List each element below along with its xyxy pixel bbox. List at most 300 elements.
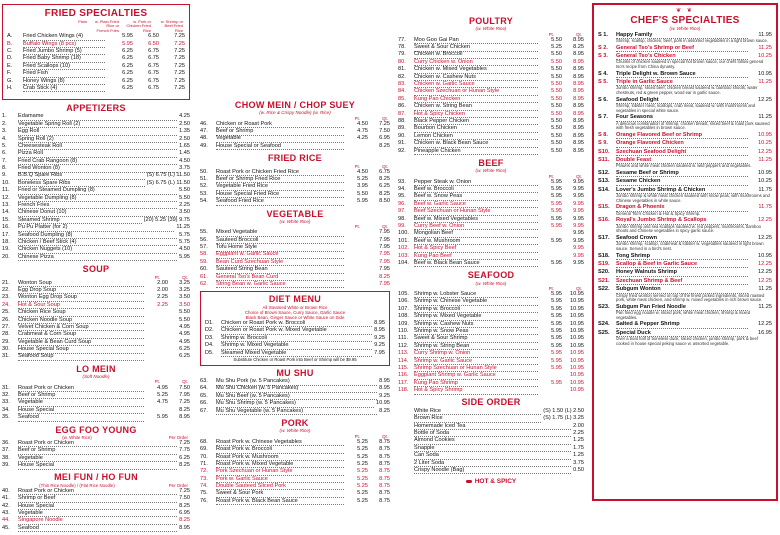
item-number: 17.: [2, 231, 10, 238]
beef-section: [398, 158, 584, 267]
item-price: 5.95: [551, 379, 562, 386]
item-name: Fried Wonton (8): [18, 165, 177, 172]
item-number: 44.: [2, 517, 10, 524]
item-number: 109.: [398, 320, 409, 327]
item-number: 47.: [200, 128, 208, 135]
menu-item: [200, 274, 390, 281]
item-price: 3.50: [179, 301, 190, 308]
item-number: B.: [7, 40, 13, 47]
menu-item: [2, 399, 190, 406]
item-name: 2 Liter Soda: [414, 460, 571, 467]
item-description: Over a boat half of boneless duck, sliced chicken, jumbo shrimp, pork & beef cooked in house special peking sauce w. assorted vegetable.: [616, 336, 758, 346]
item-price: 7.25: [174, 77, 185, 84]
item-price: 7.50: [379, 128, 390, 135]
item-number: 10.: [2, 179, 10, 186]
menu-item: [2, 254, 190, 261]
menu-item: [2, 495, 190, 502]
menu-item: [398, 125, 584, 132]
diet-desc: Choice of Brown Sauce, Curry Sauce, Garlic Sauce: [244, 309, 346, 315]
item-price: 4.25: [179, 113, 190, 120]
item-number: S 6.: [598, 96, 608, 103]
item-name: Kung Pao Beef: [414, 253, 538, 260]
menu-item: [2, 246, 190, 253]
menu-item: [598, 253, 772, 260]
menu-item: [2, 224, 190, 231]
item-name: Chicken Noodle Soup: [18, 317, 144, 324]
chef-item: [598, 79, 772, 96]
item-number: 89.: [398, 125, 406, 132]
item-number: 106.: [398, 298, 409, 305]
chef-item: [598, 204, 772, 216]
item-name: Chicken or Roast Pork w. Broccoli: [221, 320, 372, 327]
item-price: 5.50: [551, 66, 562, 73]
item-description: Jumbo shrimp and sea scallops sauteed w. red peppers, mushrooms, bamboo shoots and Chinese vegetables in spicy garlic sauce.: [616, 223, 762, 234]
item-price: 4.50: [179, 157, 190, 164]
item-number: S18.: [598, 252, 610, 259]
item-name: Chicken Rice Soup: [18, 309, 144, 316]
item-price: 8.75: [379, 490, 390, 497]
chef-item: [598, 71, 772, 78]
item-name: Vegetable: [18, 510, 177, 517]
item-number: S 2.: [598, 44, 608, 51]
item-name: Shrimp w. Lobster Sauce: [414, 291, 538, 298]
item-list: [200, 439, 390, 506]
item-name: Vegetable: [18, 455, 177, 462]
item-price: 8.25: [573, 44, 584, 51]
item-price: 7.95: [179, 391, 190, 398]
item-price: 7.95: [379, 244, 390, 251]
seafood-section: [398, 270, 584, 394]
item-price: 10.95: [570, 327, 584, 334]
item-price: 10.25: [758, 140, 772, 147]
item-price: 5.50: [551, 117, 562, 124]
item-name: Snapple: [414, 445, 571, 452]
item-price: 1.25: [573, 437, 584, 444]
menu-item: [2, 143, 190, 150]
menu-item: [205, 350, 385, 357]
menu-item: [398, 201, 584, 208]
item-number: 82.: [398, 73, 406, 80]
item-name: Singapore Noodle: [18, 517, 177, 524]
item-name: Beef w. Mushroom: [414, 238, 538, 245]
item-price: 9.25: [374, 334, 385, 341]
item-number: 74.: [200, 483, 208, 490]
item-name: Tong Shrimp: [616, 253, 748, 260]
menu-item: [200, 446, 390, 453]
item-description: Shrimp, lobster meat, scallops, crab meat, sauteed w. with mushrooms and vegetables in special white sauce.: [616, 103, 756, 113]
item-name: Triple in Garlic Sauce: [616, 79, 748, 86]
item-name: House Special: [18, 407, 144, 414]
header: Pt.: [354, 224, 360, 230]
item-name: Shrimp w. Snow Peas: [414, 328, 538, 335]
item-number: 80.: [398, 58, 406, 65]
menu-item: [398, 230, 584, 237]
section-subtitle: (w. White Rice): [279, 428, 311, 434]
item-price: 4.50: [357, 120, 368, 127]
item-number: 46.: [200, 120, 208, 127]
item-price: 5.25: [357, 497, 368, 504]
section-title: FRIED RICE: [267, 153, 322, 164]
menu-item: [598, 45, 772, 52]
item-price: 9.95: [573, 252, 584, 259]
menu-item: [2, 488, 190, 495]
item-price: 8.95: [573, 81, 584, 88]
item-name: Subgum Pan Fried Noodle: [616, 304, 748, 311]
item-price: 5.50: [551, 58, 562, 65]
item-number: S 8.: [598, 131, 608, 138]
section-title: PORK: [281, 418, 309, 429]
item-name: Sauteed Broccoli: [216, 237, 344, 244]
section-title: FRIED SPECIALTIES: [44, 8, 148, 19]
item-number: 100.: [398, 230, 409, 237]
item-number: 108.: [398, 313, 409, 320]
item-price: 5.50: [179, 187, 190, 194]
item-number: 48.: [200, 135, 208, 142]
item-price: 10.95: [570, 357, 584, 364]
item-name: Chicken Nuggets (10): [18, 246, 177, 253]
header: Pt.: [154, 274, 160, 280]
item-number: E.: [7, 62, 13, 69]
item-price: 10.25: [758, 178, 772, 185]
menu-item: [2, 462, 190, 469]
menu-item: [398, 66, 584, 73]
item-price: 11.75: [758, 186, 772, 193]
item-number: 60.: [200, 266, 208, 273]
menu-item: [398, 193, 584, 200]
item-name: Shrimp or Beef: [18, 495, 177, 502]
section-title: APPETIZERS: [66, 103, 126, 113]
menu-item: [398, 216, 584, 223]
item-number: 36.: [2, 439, 10, 446]
item-name: Chicken or Roast Pork w. Mixed Vegetable: [221, 327, 372, 334]
menu-item: [398, 350, 584, 357]
item-name: Beef or Shrimp: [18, 447, 177, 454]
item-price: 8.75: [379, 460, 390, 467]
item-price: 10.95: [570, 372, 584, 379]
item-price: 7.25: [174, 62, 185, 69]
item-name: Crispy Noodle (Bag): [414, 467, 571, 474]
item-name: Can Soda: [414, 452, 571, 459]
item-number: 20.: [2, 253, 10, 260]
item-number: 58.: [200, 251, 208, 258]
item-price: 5.50: [551, 36, 562, 43]
item-number: 88.: [398, 117, 406, 124]
item-number: 15.: [2, 216, 10, 223]
item-number: 52.: [200, 183, 208, 190]
menu-item: [398, 223, 584, 230]
item-price: 7.25: [379, 120, 390, 127]
item-price: 6.25: [122, 85, 133, 92]
item-list: [205, 320, 385, 357]
item-name: Hot & Spicy Shrimp: [414, 387, 538, 394]
item-name: Fried Crab Rangoon (8): [18, 158, 177, 165]
item-price: 12.25: [758, 235, 772, 242]
menu-item: [398, 335, 584, 342]
item-price: (20) 5.25 (39) 9.75: [143, 216, 190, 223]
item-name: Egg Drop Soup: [18, 287, 144, 294]
item-number: 95.: [398, 193, 406, 200]
chef-item: [598, 178, 772, 185]
menu-item: [2, 317, 190, 324]
item-name: Roast Pork w. Chinese Vegetables: [216, 439, 344, 446]
item-price: 11.25: [176, 224, 190, 231]
item-price: 5.25: [157, 391, 168, 398]
item-number: 51.: [200, 176, 208, 183]
menu-item: [398, 148, 584, 155]
menu-item: [2, 517, 190, 524]
item-name: Homemade Iced Tea: [414, 423, 571, 430]
item-price: 7.25: [174, 70, 185, 77]
item-price: 5.25: [551, 44, 562, 51]
item-list: [2, 440, 190, 470]
item-price: 12.25: [758, 96, 772, 103]
item-number: 31.: [2, 384, 10, 391]
menu-item: [200, 439, 390, 446]
item-number: 30.: [2, 346, 10, 353]
chef-item: [598, 53, 772, 70]
item-number: S12.: [598, 170, 610, 177]
item-price: 7.25: [174, 33, 185, 40]
item-price: 5.50: [551, 147, 562, 154]
item-name: Sweet & Sour Chicken: [414, 44, 538, 51]
item-number: S24.: [598, 321, 610, 328]
item-name: Shrimp w. Broccoli: [221, 335, 372, 342]
item-price: 8.95: [374, 319, 385, 326]
egg-foo-young-section: [2, 425, 190, 470]
fried-specialties-section: [2, 4, 190, 100]
item-price: 8.95: [573, 125, 584, 132]
item-name: Curry Beef w. Onion: [414, 223, 538, 230]
item-price: 4.95: [179, 338, 190, 345]
item-number: 57.: [200, 244, 208, 251]
item-name: Scallop & Beef in Garlic Sauce: [616, 261, 748, 268]
section-title: CHOW MEIN / CHOP SUEY: [234, 100, 356, 110]
menu-item: [200, 183, 390, 190]
menu-item: [200, 454, 390, 461]
item-price: 2.50: [179, 120, 190, 127]
header: w. Pork or Chicken Fried Rice: [126, 18, 151, 33]
item-price: 10.95: [570, 364, 584, 371]
menu-item: [398, 179, 584, 186]
menu-item: [205, 327, 385, 334]
item-price: 8.25: [379, 407, 390, 414]
item-price: 5.95: [551, 357, 562, 364]
item-description: Chunks of chicken sauteed in special hot brown sauce, our chefs follow general tso's recipe from China dynasty.: [616, 59, 764, 70]
item-price: 8.95: [573, 88, 584, 95]
item-number: 81.: [398, 66, 406, 73]
item-price: 4.95: [179, 331, 190, 338]
item-name: Roast Pork or Chicken: [18, 488, 177, 495]
item-name: Roast Pork w. Mixed Vegetable: [216, 461, 344, 468]
item-price: 6.25: [122, 77, 133, 84]
item-price: 5.25: [357, 460, 368, 467]
price-headers: [7, 20, 185, 34]
column-2: [200, 0, 390, 508]
item-description: Prawns and white meat chicken sauteed w. wild peppers and vegetables.: [616, 163, 752, 169]
menu-item: [598, 140, 772, 147]
item-price: 5.95: [551, 200, 562, 207]
item-price: 7.50: [179, 384, 190, 391]
item-name: Roast Pork w. Black Bean Sauce: [216, 498, 344, 505]
item-number: G.: [7, 77, 13, 84]
item-number: S14.: [598, 186, 610, 193]
section-subtitle: (w. White Rice): [279, 218, 311, 224]
menu-item: [200, 191, 390, 198]
menu-item: [398, 88, 584, 95]
item-price: 10.95: [570, 342, 584, 349]
item-price: 5.95: [551, 313, 562, 320]
item-number: 35.: [2, 414, 10, 421]
item-number: S 1.: [598, 31, 608, 38]
item-name: Subgum Wonton: [616, 286, 748, 293]
item-number: 6.: [2, 150, 7, 157]
item-number: D3.: [205, 334, 214, 341]
item-description: Crispy fried wonton served on top of the finest picked ingredients, sliced roasted pork, white meat chicken, and shrimp w. mixed vegetables in rich brown sauce.: [616, 292, 765, 303]
item-name: Hot & Spicy Beef: [414, 245, 538, 252]
item-price: 1.45: [179, 150, 190, 157]
menu-item: [200, 229, 390, 236]
item-name: Roast Pork or Chicken: [18, 440, 177, 447]
item-price: 5.50: [551, 95, 562, 102]
item-name: Szechuan Seafood Delight: [616, 149, 748, 156]
item-description: Jumbo shrimp, sliced beef, chicken breast sauteed w. bamboo shoots, water chestnuts, red & green pepper, wood ear in garlic sauce.: [616, 85, 758, 96]
menu-item: [598, 321, 772, 328]
menu-item: [398, 358, 584, 365]
menu-item: [398, 238, 584, 245]
item-price: 3.25: [179, 279, 190, 286]
item-price: 10.95: [570, 305, 584, 312]
item-number: 114.: [398, 357, 409, 364]
item-price: 8.95: [573, 103, 584, 110]
menu-item: [205, 320, 385, 327]
item-name: Beef w. Snow Peas: [414, 193, 538, 200]
item-number: 66.: [200, 400, 208, 407]
menu-item: [2, 209, 190, 216]
menu-item: [598, 170, 772, 177]
item-number: 62.: [200, 281, 208, 288]
menu-item: [398, 140, 584, 147]
item-price: 10.95: [758, 131, 772, 138]
item-price: 6.75: [148, 48, 159, 55]
item-price: 6.25: [122, 48, 133, 55]
item-price: 5.50: [551, 88, 562, 95]
section-subtitle: (w. Rice & Crispy Noodle) (w. Rice): [259, 110, 331, 116]
item-name: Mu Shu Beef (w. 5 Pancakes): [216, 393, 377, 400]
item-number: 26.: [2, 316, 10, 323]
menu-item: [2, 353, 190, 360]
item-price: 5.50: [551, 140, 562, 147]
item-price: 5.50: [179, 316, 190, 323]
item-name: Velvet Chicken & Corn Soup: [18, 324, 144, 331]
item-number: 97.: [398, 208, 406, 215]
header: w. Shrimp or Beef Fried Rice: [160, 18, 183, 33]
item-list: [398, 179, 584, 268]
section-subtitle: (Thin Rice Noodle) / (Flat Rice Noodle): [39, 482, 115, 488]
item-price: 2.25: [573, 429, 584, 436]
chef-item: [598, 187, 772, 204]
menu-item: [2, 503, 190, 510]
item-number: 78.: [398, 44, 406, 51]
menu-item: [398, 291, 584, 298]
item-price: 5.95: [357, 198, 368, 205]
item-number: 72.: [200, 468, 208, 475]
menu-item: [2, 407, 190, 414]
menu-item: [398, 467, 584, 474]
item-name: Buffalo Wings (8 pcs): [23, 41, 105, 48]
menu-item: [7, 41, 185, 48]
item-name: Crab Stick (4): [23, 85, 105, 92]
chef-item: [598, 253, 772, 260]
item-number: 68.: [200, 438, 208, 445]
item-price: 12.25: [758, 269, 772, 276]
item-price: 9.95: [573, 215, 584, 222]
section-title: VEGETABLE: [266, 208, 324, 219]
item-name: Vegetable Dumpling (8): [18, 195, 177, 202]
item-name: Pizza Roll: [18, 150, 177, 157]
item-price: 8.95: [573, 140, 584, 147]
item-price: 5.95: [551, 335, 562, 342]
item-price: 7.95: [379, 236, 390, 243]
item-price: 3.50: [179, 294, 190, 301]
spicy-legend: [398, 478, 584, 485]
item-name: Sesame Beef or Shrimp: [616, 170, 748, 177]
item-name: Seafood: [18, 414, 144, 421]
menu-item: [205, 335, 385, 342]
item-name: Chicken w. Mixed Vegetables: [414, 66, 538, 73]
item-price: 7.95: [379, 266, 390, 273]
item-number: 98.: [398, 215, 406, 222]
item-price: 11.75: [758, 204, 772, 211]
item-number: 45.: [2, 524, 10, 531]
item-price: 9.95: [573, 200, 584, 207]
section-title: DIET MENU: [268, 294, 322, 305]
menu-item: [200, 393, 390, 400]
item-name: Beef w. Mixed Vegetables: [414, 216, 538, 223]
menu-item: [2, 440, 190, 447]
item-description: General Tso's Chicken & Hot & Spicy Shrimp.: [616, 210, 701, 216]
item-price: 3.50: [179, 209, 190, 216]
section-title: BEEF: [478, 157, 504, 168]
item-price: 8.25: [179, 462, 190, 469]
item-price: 5.50: [179, 309, 190, 316]
section-title: SOUP: [82, 264, 110, 275]
menu-item: [2, 113, 190, 120]
item-name: House Special Soup: [18, 346, 144, 353]
item-name: Chicken or Roast Pork: [216, 121, 344, 128]
item-name: Roast Pork or Chicken Fried Rice: [216, 169, 344, 176]
item-number: 42.: [2, 502, 10, 509]
menu-item: [398, 260, 584, 267]
item-name: Brown Rice: [414, 415, 541, 422]
menu-item: [200, 476, 390, 483]
item-price: 5.50: [551, 81, 562, 88]
column-3: [398, 0, 584, 486]
menu-item: [200, 169, 390, 176]
header: Pt.: [354, 433, 360, 439]
item-name: Sauteed String Bean: [216, 266, 344, 273]
item-price: 10.95: [570, 313, 584, 320]
item-price: 5.50: [551, 110, 562, 117]
item-number: 16.: [2, 224, 10, 231]
item-number: 83.: [398, 81, 406, 88]
chef-item: [598, 114, 772, 131]
item-price: 6.50: [148, 33, 159, 40]
item-number: 70.: [200, 453, 208, 460]
item-price: 10.95: [758, 252, 772, 259]
item-name: Boneless Spare Ribs: [18, 180, 145, 187]
menu-item: [200, 281, 390, 288]
chow-mein-section: [200, 100, 390, 150]
